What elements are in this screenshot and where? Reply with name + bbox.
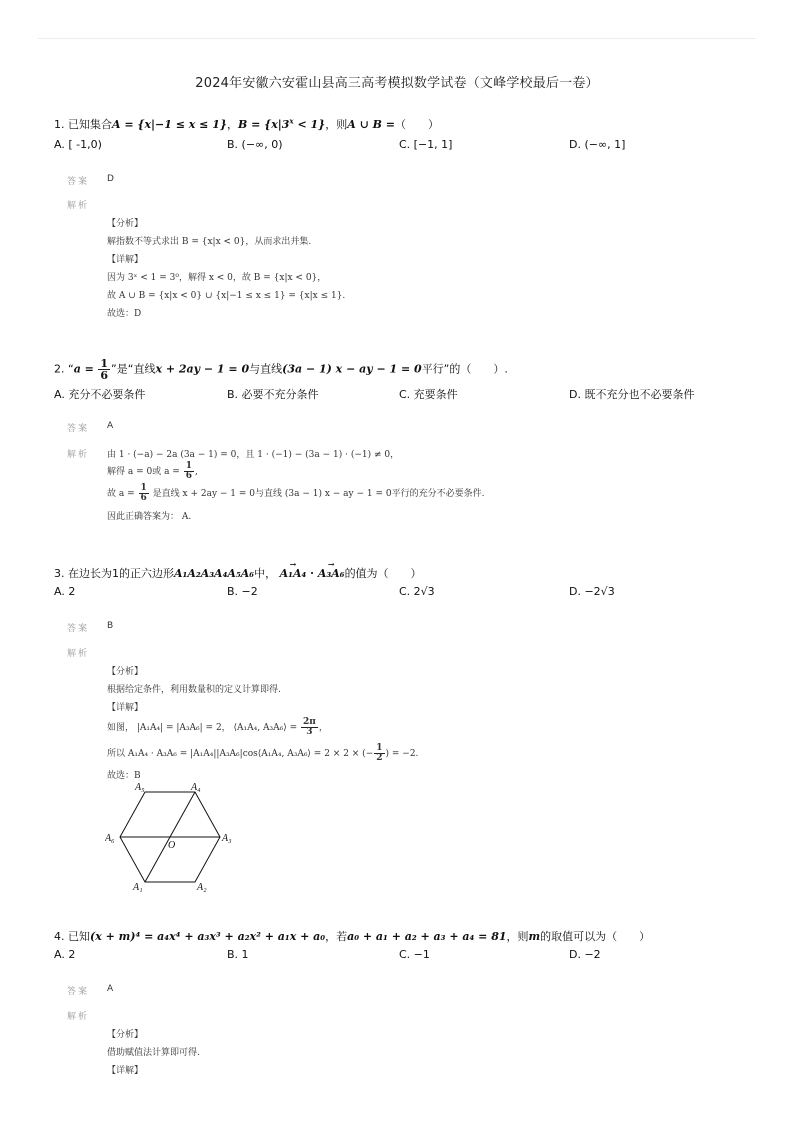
fraction: [139, 484, 149, 503]
answer-value: B: [107, 621, 114, 631]
option-b: B. 必要不充分条件: [227, 388, 319, 401]
analysis-label: 解析: [67, 201, 90, 211]
solution-line: 因为 3ˣ < 1 = 3⁰，解得 x < 0，故 B = {x|x < 0}，: [107, 273, 327, 283]
fraction-denominator: 6: [100, 369, 109, 382]
binomial-expansion: (x + m)⁴ = a₄x⁴ + a₃x³ + a₂x² + a₁x + a₀: [90, 930, 326, 943]
answer-label: 答案: [67, 987, 90, 997]
solution-text: 解得 a = 0或 a =: [107, 467, 180, 477]
coefficient-sum: a₀ + a₁ + a₂ + a₃ + a₄ = 81: [347, 930, 507, 943]
top-divider: [38, 38, 756, 39]
vector-a3a6: → A₃A₆: [318, 567, 345, 580]
solution-line: 故 A ∪ B = {x|x < 0} ∪ {x|−1 ≤ x ≤ 1} = {x|x ≤ 1}.: [107, 291, 346, 301]
option-b: B. −2: [227, 585, 258, 598]
stem-text: 的值为（ ）: [344, 567, 422, 580]
solution-line: 解得 a = 0或 a = $\frac{1}{6}$ ,: [107, 461, 198, 481]
fraction-numerator: 1: [185, 461, 192, 471]
fraction: [301, 718, 318, 737]
line-2-equation: (3a − 1) x − ay − 1 = 0: [282, 362, 422, 376]
question-1-stem: [54, 116, 439, 132]
solution-line: 【详解】: [107, 703, 144, 713]
stem-text: “: [68, 362, 74, 376]
hexagon-figure: [105, 782, 245, 892]
vector-a1a4: → A₁A₄: [280, 567, 307, 580]
option-d: D. −2: [569, 948, 601, 961]
stem-text: ，: [226, 118, 238, 131]
set-a: A = {x|−1 ≤ x ≤ 1}: [112, 118, 227, 131]
page-title: 2024年安徽六安霍山县高三高考模拟数学试卷（文峰学校最后一卷）: [195, 76, 599, 91]
answer-label: 答案: [67, 424, 90, 434]
fraction-denominator: 6: [185, 471, 192, 481]
fraction-numerator: 1: [140, 483, 147, 493]
stem-text: ，若: [325, 930, 348, 943]
solution-line: 因此正确答案为： A.: [107, 512, 192, 522]
stem-text: 已知集合: [68, 118, 112, 131]
stem-text: ，则: [506, 930, 529, 943]
solution-line: 【分析】: [107, 667, 144, 677]
solution-line: 如图， |A₁A₄| = |A₃A₆| = 2， ⟨A₁A₄, A₃A₆⟩ = $\frac{2\pi}{3}$ ，: [107, 717, 328, 737]
solution-line: 由 1 · (−a) − 2a (3a − 1) = 0，且 1 · (−1) − (3a − 1) · (−1) ≠ 0，: [107, 450, 400, 460]
dot-operator: ·: [306, 567, 318, 580]
answer-blank: （ ）: [394, 118, 439, 131]
set-b-base: B = {x|3: [237, 118, 290, 131]
question-number: 4.: [54, 930, 65, 943]
fraction-numerator: 1: [100, 357, 109, 370]
option-a: A. 2: [54, 585, 76, 598]
option-c: C. 充要条件: [399, 388, 458, 401]
option-a: A. 充分不必要条件: [54, 388, 146, 401]
answer-value: A: [107, 984, 114, 994]
analysis-label: 解析: [67, 649, 90, 659]
option-b: B. 1: [227, 948, 249, 961]
question-2-stem: [54, 358, 508, 381]
answer-value: D: [107, 174, 114, 184]
solution-line: 【分析】: [107, 219, 144, 229]
analysis-label: 解析: [67, 1012, 90, 1022]
label-a3: A₃: [222, 833, 232, 844]
option-c: C. 2√3: [399, 585, 435, 598]
solution-text: 如图， |A₁A₄| = |A₃A₆| = 2， ⟨A₁A₄, A₃A₆⟩ =: [107, 723, 298, 733]
label-a2: A₂: [197, 882, 207, 892]
option-a: A. 2: [54, 948, 76, 961]
stem-text: 中，: [254, 567, 277, 580]
fraction-denominator: 2: [376, 753, 383, 763]
analysis-label: 解析: [67, 450, 90, 460]
stem-text: 平行”的（ ）.: [421, 362, 508, 376]
option-a: A. [ -1,0): [54, 138, 102, 151]
solution-line: 【详解】: [107, 255, 144, 265]
label-a4: A₄: [191, 782, 201, 793]
stem-text: 与直线: [249, 362, 283, 376]
question-4-stem: [54, 928, 650, 944]
option-d: D. (−∞, 1]: [569, 138, 626, 151]
set-b: [238, 118, 325, 131]
fraction: [374, 744, 384, 763]
variable-m: m: [528, 930, 541, 943]
fraction-denominator: 6: [140, 493, 147, 503]
question-number: 2.: [54, 362, 65, 376]
stem-text: 在边长为1的正六边形: [68, 567, 174, 580]
solution-text: ) = −2.: [385, 749, 419, 759]
answer-label: 答案: [67, 624, 90, 634]
answer-label: 答案: [67, 177, 90, 187]
label-a5: A₅: [135, 782, 145, 793]
solution-line: 【详解】: [107, 1066, 144, 1076]
line-1-equation: x + 2ay − 1 = 0: [155, 362, 250, 376]
solution-line: [107, 744, 418, 763]
option-c: C. −1: [399, 948, 430, 961]
solution-text: 是直线 x + 2ay − 1 = 0与直线 (3a − 1) x − ay − 1 = 0平行的充分不必要条件.: [152, 489, 485, 499]
set-b-tail: < 1}: [293, 118, 326, 131]
stem-text: 的取值可以为（ ）: [540, 930, 651, 943]
question-3-stem: [54, 565, 422, 581]
stem-text: 已知: [68, 930, 90, 943]
solution-line: [107, 484, 484, 503]
solution-line: 借助赋值法计算即可得.: [107, 1048, 200, 1058]
label-a6: A₆: [105, 833, 115, 844]
option-b: B. (−∞, 0): [227, 138, 283, 151]
hexagon-name: A₁A₂A₃A₄A₅A₆: [174, 567, 255, 580]
fraction-denominator: 3: [306, 727, 313, 737]
fraction-numerator: 2π: [302, 717, 316, 727]
solution-line: 故选：B: [107, 771, 141, 781]
question-number: 1.: [54, 118, 65, 131]
option-d: D. 既不充分也不必要条件: [569, 388, 695, 401]
option-c: C. [−1, 1]: [399, 138, 453, 151]
a-equals: a =: [73, 362, 94, 376]
answer-value: A: [107, 421, 114, 431]
fraction: [184, 462, 194, 481]
solution-text: 故 a =: [107, 489, 135, 499]
stem-text: ”是“直线: [111, 362, 156, 376]
label-o: O: [168, 840, 176, 851]
solution-text: 所以 A₁A₄ · A₃A₆ = |A₁A₄||A₃A₆|cos⟨A₁A₄, A₃A₆⟩ = 2 × 2 × (−: [107, 749, 374, 759]
fraction: [98, 358, 110, 381]
option-d: D. −2√3: [569, 585, 615, 598]
stem-text: ，则: [325, 118, 348, 131]
solution-line: 【分析】: [107, 1030, 144, 1040]
solution-line: 解指数不等式求出 B = {x|x < 0}，从而求出并集.: [107, 237, 312, 247]
set-b-exponent: x: [289, 116, 294, 126]
union-expr: A ∪ B =: [347, 118, 395, 131]
question-number: 3.: [54, 567, 65, 580]
fraction-numerator: 1: [376, 743, 383, 753]
label-a1: A₁: [133, 882, 143, 892]
solution-line: 根据给定条件，利用数量积的定义计算即得.: [107, 685, 281, 695]
solution-line: 故选：D: [107, 309, 142, 319]
